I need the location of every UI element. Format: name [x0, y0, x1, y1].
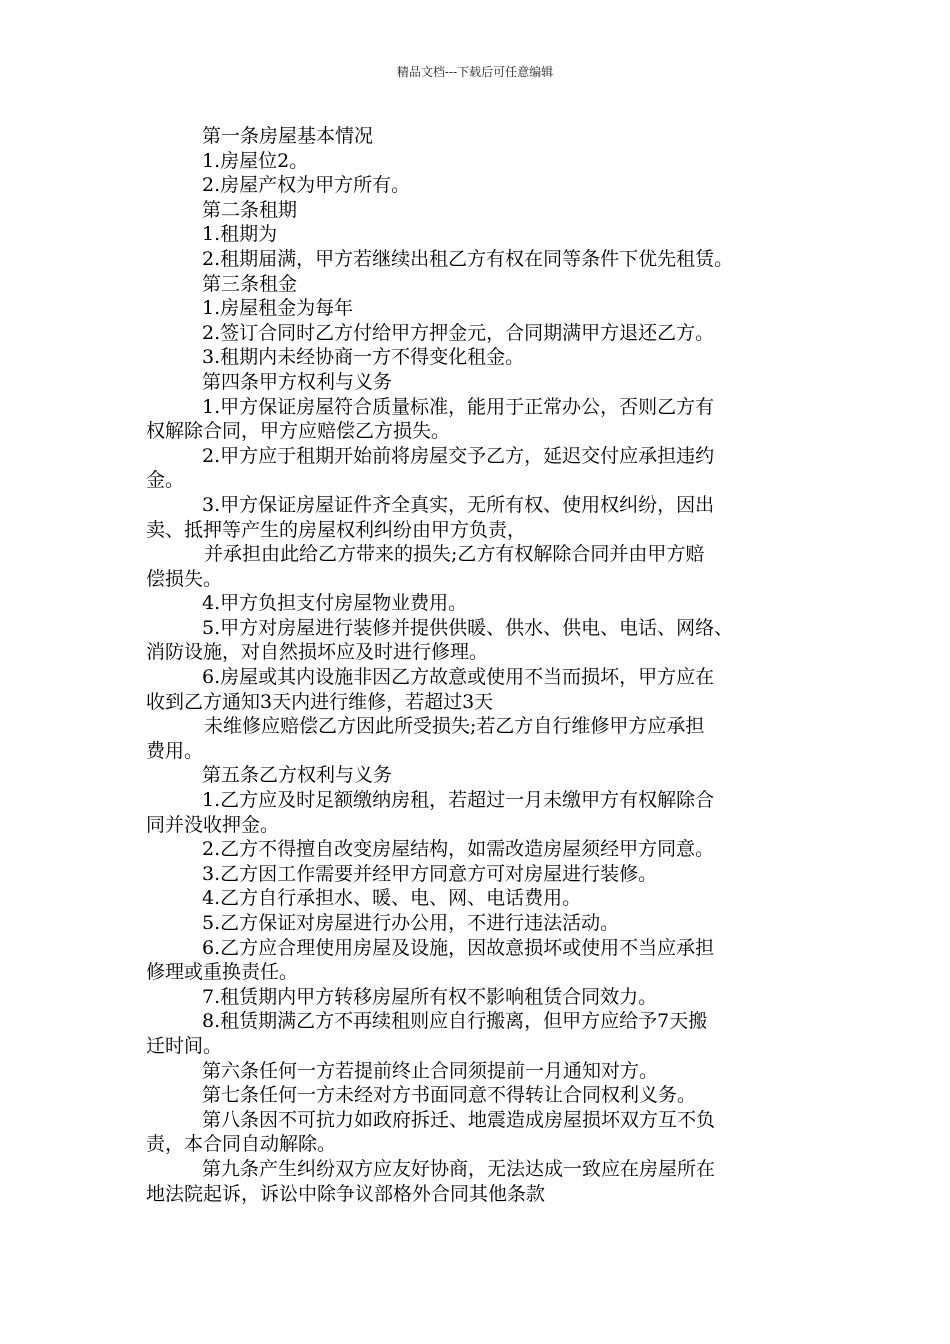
- document-line: 3.乙方因工作需要并经甲方同意方可对房屋进行装修。: [202, 862, 658, 885]
- document-line: 2.乙方不得擅自改变房屋结构，如需改造房屋须经甲方同意。: [202, 838, 715, 861]
- document-line: 3.租期内未经协商一方不得变化租金。: [202, 346, 525, 369]
- document-line: 偿损失。: [146, 567, 223, 590]
- document-body: [146, 124, 822, 1206]
- document-line: 收到乙方通知3天内进行维修，若超过3天: [146, 690, 494, 713]
- document-line: 责，本合同自动解除。: [146, 1133, 337, 1156]
- document-line: 第八条因不可抗力如政府拆迁、地震造成房屋损坏双方互不负: [202, 1108, 716, 1131]
- document-line: 未维修应赔偿乙方因此所受损失;若乙方自行维修甲方应承担: [204, 715, 705, 738]
- document-line: 5.甲方对房屋进行装修并提供供暖、供水、供电、电话、网络、: [202, 616, 734, 639]
- document-line: 第四条甲方权利与义务: [202, 370, 393, 393]
- document-line: 1.甲方保证房屋符合质量标准，能用于正常办公，否则乙方有: [202, 395, 715, 418]
- document-line: 6.乙方应合理使用房屋及设施，因故意损坏或使用不当应承担: [202, 936, 715, 959]
- document-line: 第七条任何一方未经对方书面同意不得转让合同权利义务。: [202, 1084, 697, 1107]
- document-line: 修理或重换责任。: [146, 961, 299, 984]
- document-line: 第六条任何一方若提前终止合同须提前一月通知对方。: [202, 1059, 659, 1082]
- page-header: 精品文档---下载后可任意编辑: [396, 65, 554, 79]
- document-line: 1.房屋位2。: [202, 149, 309, 172]
- document-line: 2.租期届满，甲方若继续出租乙方有权在同等条件下优先租赁。: [202, 247, 734, 270]
- document-line: 地法院起诉，诉讼中除争议部格外合同其他条款: [146, 1182, 546, 1205]
- document-line: 迁时间。: [146, 1034, 223, 1057]
- document-line: 1.房屋租金为每年: [202, 297, 354, 320]
- document-line: 2.甲方应于租期开始前将房屋交予乙方，延迟交付应承担违约: [202, 444, 715, 467]
- document-line: 第一条房屋基本情况: [202, 125, 374, 147]
- document-line: 金。: [146, 469, 185, 492]
- document-line: 第九条产生纠纷双方应友好协商，无法达成一致应在房屋所在: [202, 1157, 716, 1180]
- document-line: 第二条租期: [202, 198, 298, 221]
- document-line: 5.乙方保证对房屋进行办公用，不进行违法活动。: [202, 912, 620, 934]
- document-line: 2.房屋产权为甲方所有。: [202, 174, 411, 197]
- document-line: 消防设施，对自然损坏应及时进行修理。: [146, 641, 489, 664]
- document-line: 6.房屋或其内设施非因乙方故意或使用不当而损坏，甲方应在: [202, 666, 715, 689]
- document-line: 第五条乙方权利与义务: [202, 764, 393, 787]
- document-line: 2.签订合同时乙方付给甲方押金元，合同期满甲方退还乙方。: [202, 321, 715, 344]
- document-line: 同并没收押金。: [146, 813, 280, 836]
- document-line: 7.租赁期内甲方转移房屋所有权不影响租赁合同效力。: [202, 985, 658, 1008]
- document-line: 并承担由此给乙方带来的损失;乙方有权解除合同并由甲方赔: [204, 543, 705, 566]
- document-line: 第三条租金: [202, 272, 298, 295]
- document-line: 权解除合同，甲方应赔偿乙方损失。: [146, 420, 451, 443]
- document-line: 1.租期为: [202, 223, 278, 246]
- document-line: 8.租赁期满乙方不再续租则应自行搬离，但甲方应给予7天搬: [202, 1010, 708, 1033]
- document-line: 费用。: [146, 739, 204, 762]
- document-line: 卖、抵押等产生的房屋权利纠纷由甲方负责，: [146, 518, 527, 541]
- document-line: 4.乙方自行承担水、暖、电、网、电话费用。: [202, 887, 582, 910]
- document-line: 3.甲方保证房屋证件齐全真实，无所有权、使用权纠纷，因出: [202, 493, 715, 516]
- document-line: 4.甲方负担支付房屋物业费用。: [202, 592, 468, 615]
- document-line: 1.乙方应及时足额缴纳房租，若超过一月未缴甲方有权解除合: [202, 789, 715, 812]
